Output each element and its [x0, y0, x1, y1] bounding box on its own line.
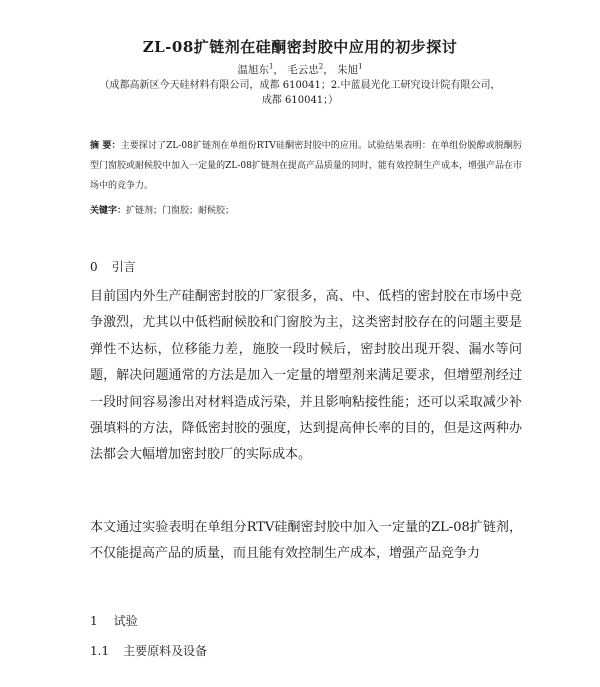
author-affil-mark: 1 [268, 62, 274, 71]
section-number: 0 [90, 260, 98, 274]
subsection-heading-materials [90, 642, 207, 659]
author-affil-mark: 1 [358, 62, 363, 71]
affiliation-line: 成都 610041；） [261, 95, 339, 106]
abstract-label: 摘 要： [90, 141, 121, 151]
section-heading-intro [90, 258, 136, 275]
author-affil-mark: 2 [318, 62, 324, 71]
intro-paragraph-1: 目前国内外生产硅酮密封胶的厂家很多，高、中、低档的密封胶在市场中竞争激烈，尤其以中低档耐候胶和门窗胶为主，这类密封胶存在的问题主要是弹性不达标，位移能力差，施胶一段时候后，密封胶出现开裂、漏水等问题，解决问题通常的方法是加入一定量的增塑剂来满足要求，但增塑剂经过一段时间容易渗出对材料造成污染，并且影响粘接性能；还可以采取减少补强填料的方法，降低密封胶的强度，达到提高伸长率的目的，但是这两种办法都会大幅增加密封胶厂的实际成本。 [90, 289, 522, 463]
affiliations [60, 78, 540, 108]
author-separator: ， [323, 64, 334, 76]
section-number: 1 [90, 614, 98, 628]
keywords-text: 扩链剂；门窗胶；耐候胶； [126, 206, 235, 216]
subsection-title: 主要原料及设备 [123, 644, 208, 658]
intro-paragraph-2: 本文通过实验表明在单组分RTV硅酮密封胶中加入一定量的ZL-08扩链剂，不仅能提高产品的质量，而且能有效控制生产成本，增强产品竞争力 [90, 520, 522, 562]
affiliation-line: （成都高新区今天硅材料有限公司，成都 610041；2.中蓝晨光化工研究设计院有限公司， [99, 80, 501, 91]
paper-title: ZL-08扩链剂在硅酮密封胶中应用的初步探讨 [142, 38, 458, 56]
keywords [90, 204, 522, 218]
author-separator: ， [273, 64, 284, 76]
abstract [90, 136, 522, 196]
section-title: 试验 [113, 614, 138, 628]
abstract-text: 主要探讨了ZL-08扩链剂在单组份RTV硅酮密封胶中的应用。试验结果表明：在单组份脱醇或脱酮肟型门窗胶或耐候胶中加入一定量的ZL-08扩链剂在提高产品质量的同时，能有效控制生产成本，增强产品在市场中的竞争力。 [90, 141, 522, 191]
subsection-number: 1.1 [90, 644, 110, 658]
author-list [0, 62, 600, 77]
section-title: 引言 [111, 260, 136, 274]
author-name: 毛云忠 [287, 64, 319, 76]
author-name: 温旭东 [237, 64, 269, 76]
section-heading-experiment [90, 612, 138, 629]
keywords-label: 关键字： [90, 206, 127, 216]
author-name: 朱旭 [337, 64, 359, 76]
